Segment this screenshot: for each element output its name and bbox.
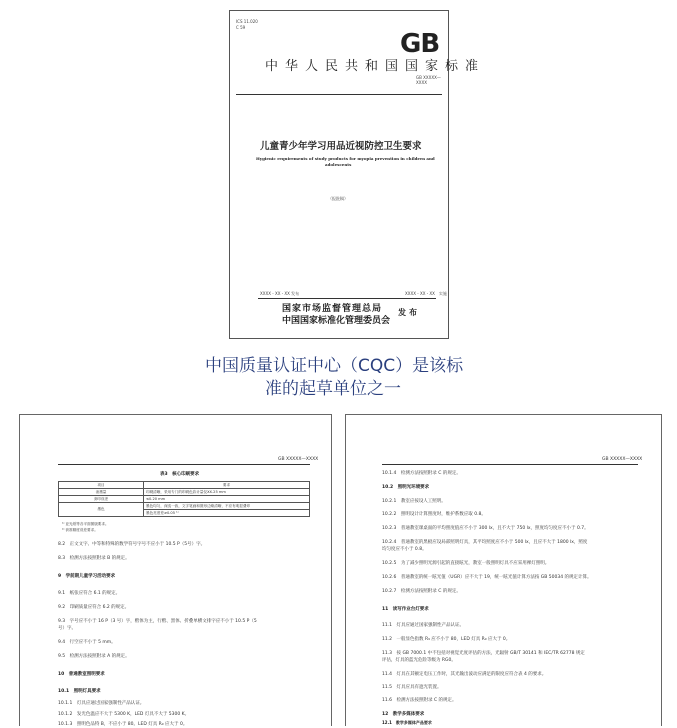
page-header: GB XXXXX—XXXX	[602, 457, 643, 462]
standard-number: GB XXXXX—XXXX	[416, 75, 441, 85]
section-heading: 9 学前期儿童学习活动要求	[58, 574, 116, 579]
clause-text: 8.3 检测方法按照附录 B 的规定。	[58, 556, 130, 561]
clause-text: 评估，灯具的蓝光危险等级为 RG0。	[382, 658, 456, 663]
issuer-sac: 中国国家标准化管理委员会	[282, 316, 391, 326]
ccs-code: C 59	[236, 25, 246, 30]
issue-word: 发布	[398, 308, 420, 317]
clause-text: 10.2.3 普通教室课桌面的平均照度值应不小于 300 lx，且不大于 750 lx，照度均匀度应不小于 0.7。	[382, 526, 589, 531]
standard-title-cn: 儿童青少年学习用品近视防控卫生要求	[260, 141, 422, 152]
table-note: ²⁾ 套准精度误差要求。	[62, 528, 98, 532]
subsection-heading: 12.1 教学多媒体产品要求	[382, 720, 432, 725]
clause-text: 11.3 按 GB 7000.1 中不包括对视觉光度评估的方法，光辐射 GB/T 30141 和 IEC/TR 62778 规定	[382, 651, 585, 656]
clause-text: 9.5 检测方法按照附录 A 的规定。	[58, 654, 130, 659]
clause-text: 均匀度应不小于 0.8。	[382, 547, 427, 552]
clause-text: 号）字。	[58, 626, 76, 631]
implement-date: XXXX - XX - XX 实施	[405, 291, 447, 296]
section-heading: 10 普通教室照明要求	[58, 672, 105, 677]
caption-line-2: 准的起草单位之一	[265, 379, 401, 399]
table-note: ¹⁾ 亚光纸等各平面图版要求。	[62, 522, 109, 526]
page-header: GB XXXXX—XXXX	[278, 457, 319, 462]
national-standard-title: 中华人民共和国国家标准	[265, 59, 486, 74]
clause-text: 10.2.6 普通教室的统一眩光值（UGR）应不大于 19，统一眩光值计算方法按 GB 50034 的规定计算。	[382, 575, 592, 580]
header-rule	[382, 464, 638, 465]
caption-line-1: 中国质量认证中心（CQC）是该标	[205, 356, 464, 376]
subsection-heading: 10.2 照明光环境要求	[382, 485, 430, 490]
table-header-cell: 项目	[59, 482, 144, 489]
clause-text: 10.2.2 照明设计计算照度时，维护系数应取 0.8。	[382, 512, 486, 517]
clause-text: 11.2 一般显色指数 R₉ 应不小于 80，LED 灯具 R₉ 应大于 0。	[382, 637, 511, 642]
table-cell: 油墨量	[59, 489, 144, 496]
standard-title-en-2: adolescents	[325, 162, 352, 167]
clause-text: 11.1 灯具应通过国家强制性产品认证。	[382, 623, 465, 628]
clause-text: 10.2.7 检测方法按照附录 C 的规定。	[382, 589, 461, 594]
table-cell: 印刷清晰，采用专门的印刷色彩计量仪XX.25 mm	[144, 489, 310, 496]
top-rule	[236, 94, 442, 95]
clause-text: 11.6 检测方法按照附录 C 的规定。	[382, 698, 457, 703]
standard-page-left	[19, 414, 332, 726]
table-row	[59, 503, 310, 510]
release-date: XXXX - XX - XX 发布	[260, 291, 300, 296]
header-rule	[58, 464, 310, 465]
table-cell: 套印误差	[59, 496, 144, 503]
clause-text: 10.2.1 教室应按设人工照明。	[382, 499, 446, 504]
clause-text: 10.2.4 普通教室的黑板应设局部照明灯具，其平均照度应不小于 500 lx，且应不大于 1800 lx，照度	[382, 540, 588, 545]
gb-logo: GB	[400, 29, 440, 59]
clause-text: 10.1.3 照明色品特 B，不应小于 80。LED 灯具 R₉ 应大于 0。	[58, 722, 188, 727]
table-caption: 表3 核心印刷要求	[160, 472, 200, 477]
table-header-cell: 要求	[144, 482, 310, 489]
clause-text: 8.2 正文文字、中等和特殊的数学符号字号不应小于 10.5 P（5号）字。	[58, 542, 206, 547]
table-row	[59, 489, 310, 496]
clause-text: 9.3 字号应不小于 16 P（3 号）字，楷体为主，行楷、黑体、折叠单横文排字应不小于 10.5 P（5	[58, 619, 257, 624]
table-row	[59, 496, 310, 503]
draft-note: （报批稿）	[328, 196, 348, 201]
clause-text: 9.1 纸张应符合 6.1 的规定。	[58, 591, 121, 596]
issuer-samr: 国家市场监督管理总局	[282, 304, 383, 314]
bottom-rule	[258, 298, 436, 299]
section-heading: 11 读写作业台灯要求	[382, 607, 429, 612]
clause-text: 10.1.4 检测方法按照附录 C 的规定。	[382, 471, 461, 476]
table-cell: ≤0.20 mm	[144, 496, 310, 503]
table-cell: 墨色	[59, 503, 144, 517]
standard-page-right	[345, 414, 662, 726]
clause-text: 10.1.2 发光色温应不大于 5300 K，LED 灯具不大于 5300 K。	[58, 712, 190, 717]
table-cell: 墨色均匀，深浅一致，文字笔画和图形边缘清晰，不应有明显叠印	[144, 503, 310, 510]
clause-text: 9.2 印刷质量应符合 6.2 的规定。	[58, 605, 130, 610]
standard-cover	[229, 10, 486, 339]
clause-text: 10.1.1 灯具应通过国家强制性产品认证。	[58, 701, 145, 706]
standard-title-en-1: Hygienic requirements of study products for myopia prevention in children and	[256, 156, 435, 161]
ics-code: ICS 11.020	[236, 19, 258, 24]
table-header-row	[59, 482, 310, 489]
clause-text: 9.4 行空应不小于 5 mm。	[58, 640, 116, 645]
clause-text: 10.2.5 为了减少照明光源引起的直接眩光，教室一般照明灯具不应采用裸灯照明。	[382, 561, 550, 566]
subsection-heading: 10.1 照明灯具要求	[58, 689, 101, 694]
clause-text: 11.5 灯具应具有遮光装置。	[382, 685, 442, 690]
clause-text: 11.4 灯具在其额定电压工作时，其光输出波动应满足的限度应符合表 4 的要求。	[382, 672, 547, 677]
print-requirements-table	[58, 481, 310, 517]
table-cell: 墨色亮度差≥0.05 ¹⁾	[144, 510, 310, 517]
section-heading: 12 教学多媒体要求	[382, 712, 425, 717]
